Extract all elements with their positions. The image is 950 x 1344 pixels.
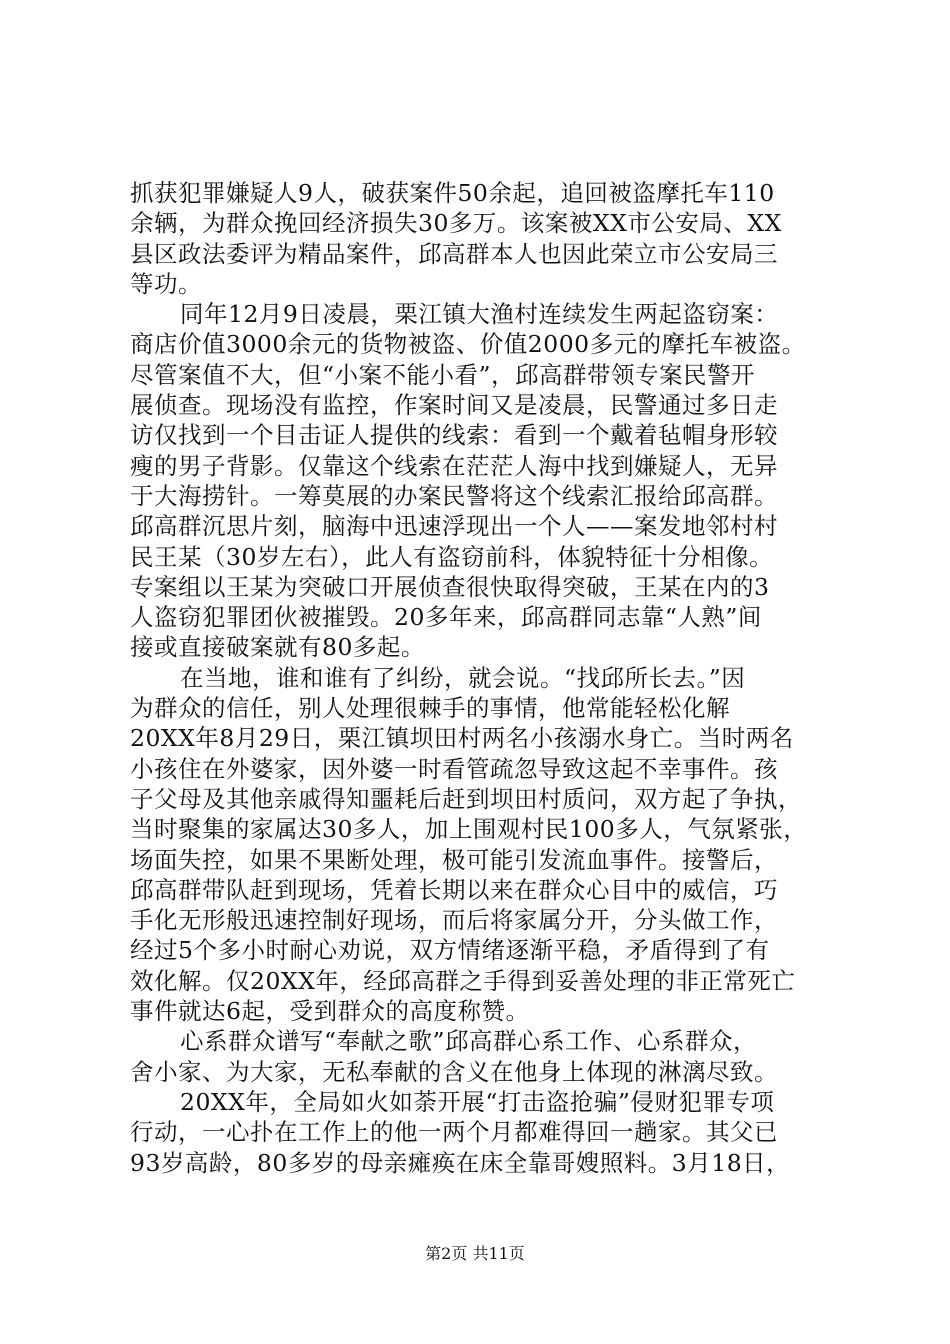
text-line: 事件就达6起，受到群众的高度称赞。 [130, 997, 530, 1026]
text-line: 商店价值3000余元的货物被盗、价值2000多元的摩托车被盗。 [130, 330, 806, 359]
text-line: 展侦查。现场没有监控，作案时间又是凌晨，民警通过多日走 [130, 391, 778, 420]
document-body [130, 178, 830, 1178]
text-line: 舍小家、为大家，无私奉献的含义在他身上体现的淋漓尽致。 [130, 1057, 778, 1086]
text-line: 民王某（30岁左右），此人有盗窃前科，体貌特征十分相像。 [130, 542, 774, 571]
text-line: 行动，一心扑在工作上的他一两个月都难得回一趟家。其父已 [130, 1118, 778, 1147]
text-line: 效化解。仅20XX年，经邱高群之手得到妥善处理的非正常死亡 [130, 966, 796, 995]
text-line: 20XX年8月29日，栗江镇坝田村两名小孩溺水身亡。当时两名 [130, 724, 794, 753]
text-line: 93岁高龄，80多岁的母亲瘫痪在床全靠哥嫂照料。3月18日， [130, 1148, 791, 1177]
text-line: 瘦的男子背影。仅靠这个线索在茫茫人海中找到嫌疑人，无异 [130, 451, 778, 480]
text-line: 于大海捞针。一筹莫展的办案民警将这个线索汇报给邱高群。 [130, 481, 778, 510]
text-line: 人盗窃犯罪团伙被摧毁。20多年来，邱高群同志靠“人熟”间 [130, 603, 762, 632]
text-line: 场面失控，如果不果断处理，极可能引发流血事件。接警后， [130, 845, 778, 874]
text-line: 在当地，谁和谁有了纠纷，就会说。“找邱所长去。”因 [180, 663, 746, 692]
text-line: 接或直接破案就有80多起。 [130, 633, 425, 662]
text-line: 专案组以王某为突破口开展侦查很快取得突破，王某在内的3 [130, 572, 770, 601]
text-line: 20XX年，全局如火如荼开展“打击盗抢骗”侵财犯罪专项 [180, 1087, 775, 1116]
text-line: 邱高群带队赶到现场，凭着长期以来在群众心目中的威信，巧 [130, 875, 778, 904]
text-line: 抓获犯罪嫌疑人9人，破获案件50余起，追回被盗摩托车110 [130, 179, 775, 207]
text-line: 当时聚集的家属达30多人，加上围观村民100多人，气氛紧张， [130, 815, 808, 844]
text-line: 手化无形般迅速控制好现场，而后将家属分开，分头做工作， [130, 906, 778, 935]
text-line: 心系群众谱写“奉献之歌”邱高群心系工作、心系群众， [180, 1027, 758, 1056]
text-line: 等功。 [130, 269, 202, 298]
text-line: 经过5个多小时耐心劝说，双方情绪逐渐平稳，矛盾得到了有 [130, 936, 770, 965]
page-footer: 第2页 共11页 [425, 1244, 525, 1263]
text-line: 尽管案值不大，但“小案不能小看”，邱高群带领专案民警开 [130, 360, 756, 389]
text-line: 为群众的信任，别人处理很棘手的事情，他常能轻松化解 [130, 694, 730, 723]
text-line: 子父母及其他亲戚得知噩耗后赶到坝田村质问，双方起了争执， [130, 784, 802, 813]
text-line: 县区政法委评为精品案件，邱高群本人也因此荣立市公安局三 [130, 239, 778, 268]
text-line: 同年12月9日凌晨，栗江镇大渔村连续发生两起盗窃案： [180, 300, 779, 329]
text-line: 余辆，为群众挽回经济损失30多万。该案被XX市公安局、XX [130, 209, 782, 238]
text-line: 邱高群沉思片刻，脑海中迅速浮现出一个人——案发地邻村村 [130, 512, 778, 541]
text-line: 访仅找到一个目击证人提供的线索：看到一个戴着毡帽身形较 [130, 421, 778, 450]
text-line: 小孩住在外婆家，因外婆一时看管疏忽导致这起不幸事件。孩 [130, 754, 778, 783]
